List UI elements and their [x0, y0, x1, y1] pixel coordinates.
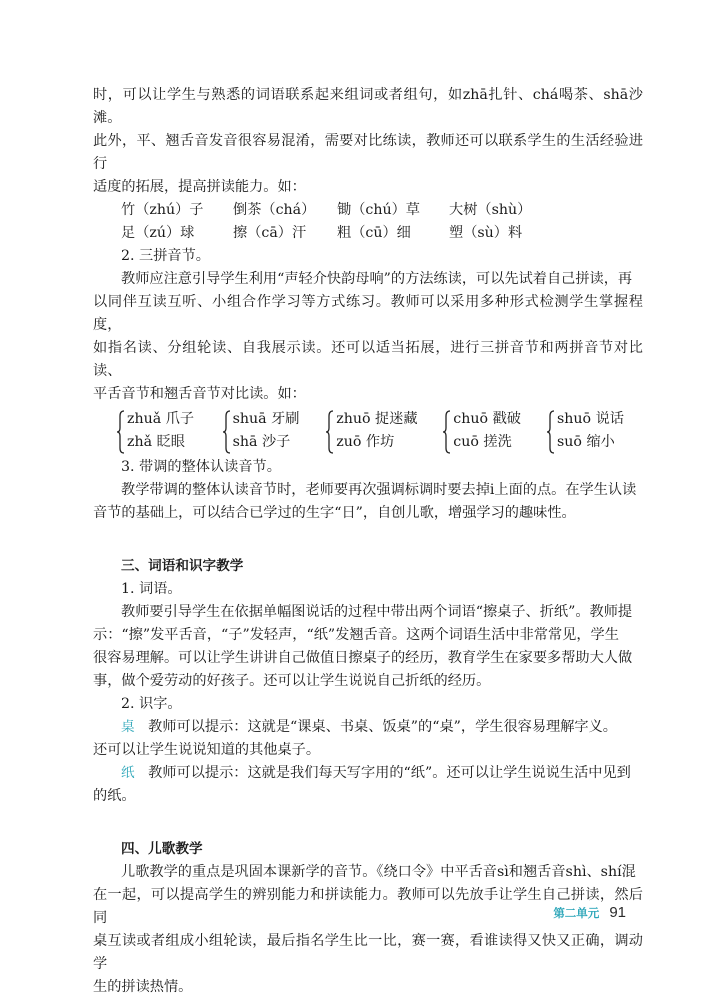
word-example: 塑（sù）料 — [449, 225, 523, 241]
pair-bottom: suō 缩小 — [556, 434, 615, 450]
intro-line-3: 适度的拓展，提高拼读能力。如： — [93, 179, 306, 195]
word-example: 足（zú）球 — [121, 225, 195, 241]
word-examples-row-2 — [93, 222, 643, 245]
brace-icon — [443, 410, 451, 454]
syllable-pairs — [93, 408, 643, 454]
part-4-line-2: 在一起，可以提高学生的辨别能力和拼读能力。教师可以先放手让学生自己拼读，然后同 — [93, 887, 643, 926]
part-3-line-1: 教师要引导学生在依据单幅图说话的过程中带出两个词语“擦桌子、折纸”。教师提 — [121, 604, 633, 620]
word-example: 擦（cā）汗 — [233, 225, 307, 241]
pair-bottom: shā 沙子 — [232, 434, 291, 450]
part-3-line-2: 示：“擦”发平舌音，“子”发轻声，“纸”发翘舌音。这两个词语生活中非常常见，学生 — [93, 627, 619, 643]
zhi-line-1 — [93, 762, 643, 785]
zhuo-line-2: 还可以让学生说说知道的其他桌子。 — [93, 742, 321, 758]
page-footer — [553, 904, 626, 921]
part-3-line-3: 很容易理解。可以让学生讲讲自己做值日擦桌子的经历，教育学生在家要多帮助大人做 — [93, 650, 633, 666]
syllable-pair — [443, 408, 547, 454]
zhuo-text: 教师可以提示：这就是“课桌、书桌、饭桌”的“桌”，学生很容易理解字义。 — [148, 719, 617, 735]
syllable-pair — [117, 408, 223, 454]
zhuo-line-1 — [93, 716, 643, 739]
brace-icon — [547, 410, 555, 454]
part-4-line-1: 儿歌教学的重点是巩固本课新学的音节。《绕口令》中平舌音sì和翘舌音shì、shí混 — [121, 864, 636, 880]
section-2-line-2: 以同伴互读互听、小组合作学习等方式练习。教师可以采用多种形式检测学生掌握程度， — [93, 294, 643, 333]
key-character: 桌 — [121, 719, 135, 735]
brace-icon — [326, 410, 334, 454]
section-3-line-1: 教学带调的整体认读音节时，老师要再次强调标调时要去掉i上面的点。在学生认读 — [121, 482, 637, 498]
page-content — [93, 84, 643, 999]
part-4-heading: 四、儿歌教学 — [121, 841, 203, 857]
intro-line-2: 此外，平、翘舌音发音很容易混淆，需要对比练读，教师还可以联系学生的生活经验进行 — [93, 133, 643, 172]
pair-top: shuō 说话 — [556, 411, 624, 427]
pair-top: chuō 戳破 — [453, 411, 521, 427]
word-example: 大树（shù） — [449, 202, 532, 218]
pair-bottom: zhǎ 眨眼 — [127, 434, 185, 450]
unit-label: 第二单元 — [553, 906, 600, 920]
zhi-line-2: 的纸。 — [93, 788, 136, 804]
part-3-sub-1: 1. 词语。 — [121, 581, 182, 597]
part-3-line-4: 事，做个爱劳动的好孩子。还可以让学生说说自己折纸的经历。 — [93, 673, 491, 689]
pair-top: shuā 牙刷 — [232, 411, 300, 427]
pair-bottom: cuō 搓洗 — [453, 434, 512, 450]
pair-top: zhuō 捉迷藏 — [336, 411, 418, 427]
pair-top: zhuǎ 爪子 — [127, 411, 195, 427]
word-example: 粗（cū）细 — [337, 225, 411, 241]
zhi-text: 教师可以提示：这就是我们每天写字用的“纸”。还可以让学生说说生活中见到 — [148, 765, 631, 781]
section-2-line-3: 如指名读、分组轮读、自我展示读。还可以适当拓展，进行三拼音节和两拼音节对比读、 — [93, 340, 643, 379]
part-3-heading: 三、词语和识字教学 — [121, 558, 244, 574]
section-3-line-2: 音节的基础上，可以结合已学过的生字“日”，自创儿歌，增强学习的趣味性。 — [93, 505, 576, 521]
word-example: 锄（chú）草 — [337, 202, 420, 218]
word-example: 倒茶（chá） — [233, 202, 316, 218]
syllable-pair — [326, 408, 443, 454]
brace-icon — [117, 410, 125, 454]
key-character: 纸 — [121, 765, 135, 781]
section-2-line-1: 教师应注意引导学生利用“声轻介快韵母响”的方法练读，可以先试着自己拼读，再 — [121, 271, 633, 287]
brace-icon — [223, 410, 231, 454]
intro-line-1: 时，可以让学生与熟悉的词语联系起来组词或者组句，如zhā扎针、chá喝茶、shā沙滩。 — [93, 87, 643, 126]
pair-bottom: zuō 作坊 — [336, 434, 395, 450]
part-3-sub-2: 2. 识字。 — [121, 696, 182, 712]
section-2-line-4: 平舌音节和翘舌音节对比读。如： — [93, 386, 306, 402]
word-example: 竹（zhú）子 — [121, 202, 204, 218]
syllable-pair — [223, 408, 327, 454]
part-4-line-3: 桌互读或者组成小组轮读，最后指名学生比一比，赛一赛，看谁读得又快又正确，调动学 — [93, 933, 643, 972]
part-4-line-4: 生的拼读热情。 — [93, 979, 193, 995]
syllable-pair — [547, 408, 643, 454]
word-examples-row-1 — [93, 199, 643, 222]
section-2-title: 2. 三拼音节。 — [121, 248, 210, 264]
section-3-title: 3. 带调的整体认读音节。 — [121, 459, 281, 475]
page-number: 91 — [609, 904, 626, 921]
